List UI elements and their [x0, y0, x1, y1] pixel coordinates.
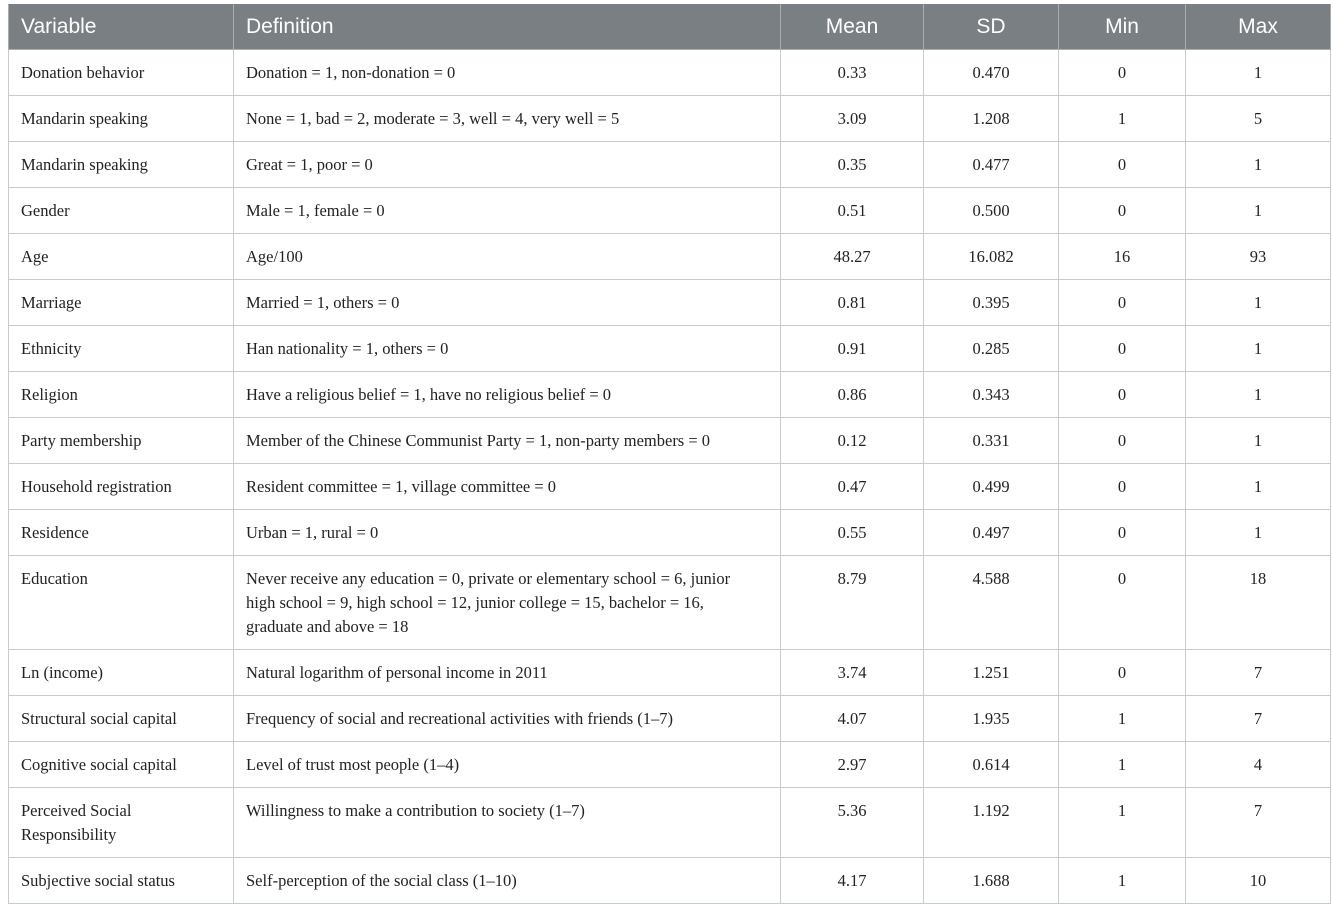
cell-sd: 0.500 — [924, 188, 1059, 234]
header-sd: SD — [924, 4, 1059, 50]
cell-max: 1 — [1186, 188, 1331, 234]
cell-definition: Frequency of social and recreational activities with friends (1–7) — [234, 696, 781, 742]
cell-max: 7 — [1186, 696, 1331, 742]
cell-sd: 0.343 — [924, 372, 1059, 418]
cell-definition: Have a religious belief = 1, have no religious belief = 0 — [234, 372, 781, 418]
cell-definition: Male = 1, female = 0 — [234, 188, 781, 234]
cell-definition: None = 1, bad = 2, moderate = 3, well = 4, very well = 5 — [234, 96, 781, 142]
cell-variable: Cognitive social capital — [9, 742, 234, 788]
cell-mean: 0.12 — [781, 418, 924, 464]
cell-variable: Age — [9, 234, 234, 280]
table-row — [9, 142, 1331, 188]
cell-definition: Self-perception of the social class (1–10) — [234, 858, 781, 904]
cell-sd: 0.499 — [924, 464, 1059, 510]
cell-max: 5 — [1186, 96, 1331, 142]
header-min: Min — [1059, 4, 1186, 50]
table-row — [9, 188, 1331, 234]
cell-max: 10 — [1186, 858, 1331, 904]
cell-definition: Willingness to make a contribution to society (1–7) — [234, 788, 781, 858]
cell-min: 0 — [1059, 326, 1186, 372]
header-variable: Variable — [9, 4, 234, 50]
table-row — [9, 464, 1331, 510]
cell-sd: 0.331 — [924, 418, 1059, 464]
header-mean: Mean — [781, 4, 924, 50]
cell-mean: 0.55 — [781, 510, 924, 556]
cell-variable: Ethnicity — [9, 326, 234, 372]
cell-sd: 1.251 — [924, 650, 1059, 696]
cell-max: 4 — [1186, 742, 1331, 788]
cell-max: 18 — [1186, 556, 1331, 650]
table-row — [9, 372, 1331, 418]
table-row — [9, 418, 1331, 464]
cell-definition: Natural logarithm of personal income in 2011 — [234, 650, 781, 696]
cell-variable: Marriage — [9, 280, 234, 326]
cell-mean: 5.36 — [781, 788, 924, 858]
cell-mean: 0.91 — [781, 326, 924, 372]
cell-min: 1 — [1059, 858, 1186, 904]
cell-sd: 1.688 — [924, 858, 1059, 904]
cell-max: 1 — [1186, 50, 1331, 96]
cell-min: 0 — [1059, 280, 1186, 326]
cell-max: 1 — [1186, 372, 1331, 418]
cell-mean: 48.27 — [781, 234, 924, 280]
cell-max: 1 — [1186, 510, 1331, 556]
cell-definition: Level of trust most people (1–4) — [234, 742, 781, 788]
cell-sd: 0.470 — [924, 50, 1059, 96]
table-row — [9, 696, 1331, 742]
table-row — [9, 50, 1331, 96]
table-row — [9, 742, 1331, 788]
table-body — [9, 50, 1331, 904]
cell-definition: Age/100 — [234, 234, 781, 280]
cell-variable: Education — [9, 556, 234, 650]
cell-min: 0 — [1059, 650, 1186, 696]
cell-min: 1 — [1059, 742, 1186, 788]
cell-sd: 1.192 — [924, 788, 1059, 858]
cell-definition: Married = 1, others = 0 — [234, 280, 781, 326]
cell-definition: Urban = 1, rural = 0 — [234, 510, 781, 556]
cell-sd: 0.497 — [924, 510, 1059, 556]
cell-mean: 0.33 — [781, 50, 924, 96]
cell-mean: 0.86 — [781, 372, 924, 418]
cell-variable: Mandarin speaking — [9, 96, 234, 142]
cell-max: 1 — [1186, 464, 1331, 510]
cell-min: 0 — [1059, 188, 1186, 234]
cell-mean: 0.51 — [781, 188, 924, 234]
cell-mean: 4.07 — [781, 696, 924, 742]
table-row — [9, 556, 1331, 650]
cell-variable: Donation behavior — [9, 50, 234, 96]
cell-mean: 0.47 — [781, 464, 924, 510]
cell-mean: 3.09 — [781, 96, 924, 142]
cell-sd: 1.208 — [924, 96, 1059, 142]
cell-definition: Great = 1, poor = 0 — [234, 142, 781, 188]
cell-max: 1 — [1186, 326, 1331, 372]
cell-sd: 0.395 — [924, 280, 1059, 326]
cell-max: 7 — [1186, 788, 1331, 858]
cell-min: 0 — [1059, 418, 1186, 464]
cell-variable: Party membership — [9, 418, 234, 464]
table-row — [9, 234, 1331, 280]
table-row — [9, 858, 1331, 904]
cell-max: 7 — [1186, 650, 1331, 696]
cell-mean: 8.79 — [781, 556, 924, 650]
cell-min: 0 — [1059, 50, 1186, 96]
descriptive-statistics-table — [8, 4, 1331, 904]
cell-variable: Gender — [9, 188, 234, 234]
cell-sd: 4.588 — [924, 556, 1059, 650]
cell-sd: 0.477 — [924, 142, 1059, 188]
cell-max: 1 — [1186, 142, 1331, 188]
cell-variable: Household registration — [9, 464, 234, 510]
cell-mean: 0.81 — [781, 280, 924, 326]
cell-max: 1 — [1186, 280, 1331, 326]
cell-min: 0 — [1059, 142, 1186, 188]
cell-min: 0 — [1059, 556, 1186, 650]
cell-mean: 3.74 — [781, 650, 924, 696]
cell-variable: Ln (income) — [9, 650, 234, 696]
cell-min: 0 — [1059, 372, 1186, 418]
cell-max: 1 — [1186, 418, 1331, 464]
cell-mean: 2.97 — [781, 742, 924, 788]
cell-min: 0 — [1059, 464, 1186, 510]
cell-variable: Perceived Social Responsibility — [9, 788, 234, 858]
cell-variable: Subjective social status — [9, 858, 234, 904]
cell-max: 93 — [1186, 234, 1331, 280]
cell-definition: Never receive any education = 0, private or elementary school = 6, junior high school = 9, high school = 12, junior college = 15, bachelor = 16, graduate and above = 18 — [234, 556, 781, 650]
cell-variable: Mandarin speaking — [9, 142, 234, 188]
table-row — [9, 326, 1331, 372]
cell-sd: 0.614 — [924, 742, 1059, 788]
cell-min: 1 — [1059, 696, 1186, 742]
cell-min: 1 — [1059, 788, 1186, 858]
table-row — [9, 510, 1331, 556]
cell-definition: Resident committee = 1, village committee = 0 — [234, 464, 781, 510]
header-max: Max — [1186, 4, 1331, 50]
table-row — [9, 650, 1331, 696]
cell-mean: 0.35 — [781, 142, 924, 188]
header-row — [9, 4, 1331, 50]
cell-definition: Member of the Chinese Communist Party = 1, non-party members = 0 — [234, 418, 781, 464]
cell-min: 16 — [1059, 234, 1186, 280]
cell-sd: 1.935 — [924, 696, 1059, 742]
cell-variable: Residence — [9, 510, 234, 556]
table-header — [9, 4, 1331, 50]
cell-sd: 16.082 — [924, 234, 1059, 280]
table-row — [9, 96, 1331, 142]
cell-mean: 4.17 — [781, 858, 924, 904]
cell-definition: Han nationality = 1, others = 0 — [234, 326, 781, 372]
cell-variable: Religion — [9, 372, 234, 418]
table-row — [9, 788, 1331, 858]
cell-min: 1 — [1059, 96, 1186, 142]
cell-definition: Donation = 1, non-donation = 0 — [234, 50, 781, 96]
table-row — [9, 280, 1331, 326]
cell-sd: 0.285 — [924, 326, 1059, 372]
cell-min: 0 — [1059, 510, 1186, 556]
cell-variable: Structural social capital — [9, 696, 234, 742]
header-definition: Definition — [234, 4, 781, 50]
